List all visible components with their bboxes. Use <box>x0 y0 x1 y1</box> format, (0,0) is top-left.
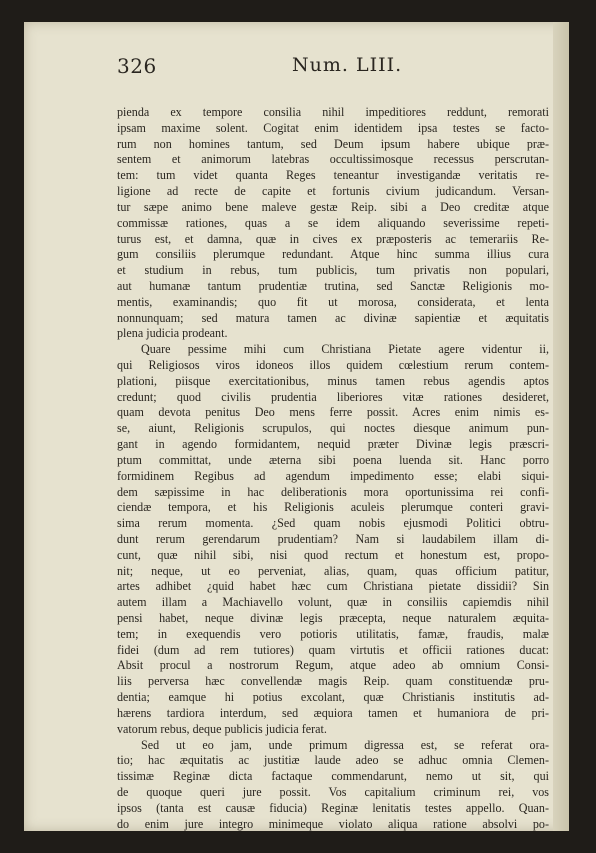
text-line: fidei (dum ad rem tutiores) quam virtutis et officii rationes ducat: <box>117 642 549 657</box>
text-line: artes adhibet ¿quid habet hæc cum Christiana pietate dissidii? Sin <box>117 579 549 594</box>
text-line: tio; hac æquitatis ac justitiæ laude adeo se adhuc omnia Clemen- <box>117 753 549 768</box>
text-line: ipsos (tanta est causæ fiducia) Reginæ lenitatis testes appello. Quan- <box>117 800 549 815</box>
text-line: tem; in exequendis vero potioris utilitatis, famæ, fraudis, malæ <box>117 626 549 641</box>
text-line: plationi, piisque exercitationibus, minus tamen rebus agendis aptos <box>117 373 549 388</box>
text-line: quam devota penitus Deo mens ferre possit. Acres enim nimis es- <box>117 405 549 420</box>
text-line: ciendæ tempora, et his Religionis aculeis plerumque conteri gravi- <box>117 500 549 515</box>
text-line: pienda ex tempore consilia nihil impeditiores reddunt, remorati <box>117 105 549 119</box>
text-line: dem sæpissime in hac deliberationis mora oportunissima rei confi- <box>117 484 549 499</box>
text-line: et studium in rebus, tum publicis, tum privatis non populari, <box>117 263 549 278</box>
text-line: dentia; eamque hi potius excolant, quæ Christianis institutis ad- <box>117 690 549 705</box>
text-line: ptum committat, unde æterna sibi poena luenda sit. Hanc porro <box>117 452 549 467</box>
text-line: nonnunquam; sed matura tamen ac divinæ sapientiæ et æquitatis <box>117 310 549 325</box>
text-line: tur sæpe animo bene maleve gestæ Reip. sibi a Deo creditæ atque <box>117 199 549 214</box>
text-line: pensi habet, neque divinæ legis præcepta, neque naturalem æquita- <box>117 611 549 625</box>
text-line: hærens tardiora interdum, sed æquiora tamen et humaniora de pri- <box>117 705 549 720</box>
text-line: Quare pessime mihi cum Christiana Pietate agere videntur ii, <box>141 342 549 357</box>
text-line: qui Religiosos viros idoneos illos quidem cœlestium rerum contem- <box>117 358 549 372</box>
text-line: vatorum rebus, deque publicis judicia ferat. <box>117 721 327 736</box>
text-line: commissæ rationes, quas a se idem aliquando severissime repeti- <box>117 215 549 230</box>
text-line: de quoque queri jure possit. Vos capitalium criminum rei, vos <box>117 784 549 799</box>
text-line: Absit procul a nostrorum Regum, atque adeo ab omnium Consi- <box>117 658 549 673</box>
page-gutter <box>553 22 569 831</box>
body-text <box>117 105 549 832</box>
text-line: autem illam a Machiavello volunt, quæ in consiliis capiemdis nihil <box>117 595 549 610</box>
text-line: cunt, quæ nihil sibi, nisi quod rectum et honestum est, propo- <box>117 547 549 562</box>
text-line: plena judicia prodeant. <box>117 326 228 341</box>
text-line: formidinem Regibus ad agendum impedimento esse; elabi siqui- <box>117 468 549 483</box>
text-line: aut humanæ tantum prudentiæ trutina, sed Sanctæ Religionis mo- <box>117 278 549 293</box>
page-number: 326 <box>117 54 157 78</box>
text-line: dunt rerum gerendarum prudentiam? Nam si laudabilem illam di- <box>117 531 549 546</box>
text-line: do enim jure integro minimeque violato aliqua ratione absolvi po- <box>117 816 549 831</box>
text-line: turus est, et damna, quæ in cives ex præposteris ac temerariis Re- <box>117 231 549 246</box>
text-line: se, aiunt, Religionis scrupulos, qui noctes diesque animum pun- <box>117 421 549 436</box>
text-line: sentem et animorum latebras occultissimosque recessus perscrutan- <box>117 152 549 167</box>
text-line: ipsam maxime solent. Cogitat enim identidem ipsa testes se facto- <box>117 120 549 135</box>
text-line: mentis, examinandis; quo fit ut morosa, considerata, et lenta <box>117 294 549 309</box>
text-line: Sed ut eo jam, unde primum digressa est, se referat ora- <box>141 737 549 752</box>
page-header <box>117 54 549 84</box>
running-head: Num. LIII. <box>292 54 403 76</box>
text-line: credunt; quod civilis prudentia liberiores vitæ rationes desideret, <box>117 389 549 404</box>
text-line: tem: tum videt quanta Reges teneantur investigandæ veritatis re- <box>117 168 549 183</box>
text-line: liis perversa hæc convellendæ magis Reip. quam constituendæ pru- <box>117 674 549 689</box>
text-line: ligione ad recte de capite et fortunis civium judicandum. Versan- <box>117 184 549 199</box>
text-line: tissimæ Reginæ dicta factaque commendarunt, nemo ut sit, qui <box>117 769 549 784</box>
text-line: sima rerum momenta. ¿Sed quam nobis ejusmodi Politici obtru- <box>117 516 549 531</box>
text-line: nit; neque, ut eo perveniat, alias, quam, quas officium patitur, <box>117 563 549 578</box>
text-line: gum consiliis plerumque redundant. Atque hinc summa illius cura <box>117 247 549 262</box>
text-line: gant in agendo formidantem, nequid præter Divinæ legis præscri- <box>117 437 549 452</box>
text-line: rum non homines tantum, sed Deum ipsum habere ubique præ- <box>117 136 549 151</box>
